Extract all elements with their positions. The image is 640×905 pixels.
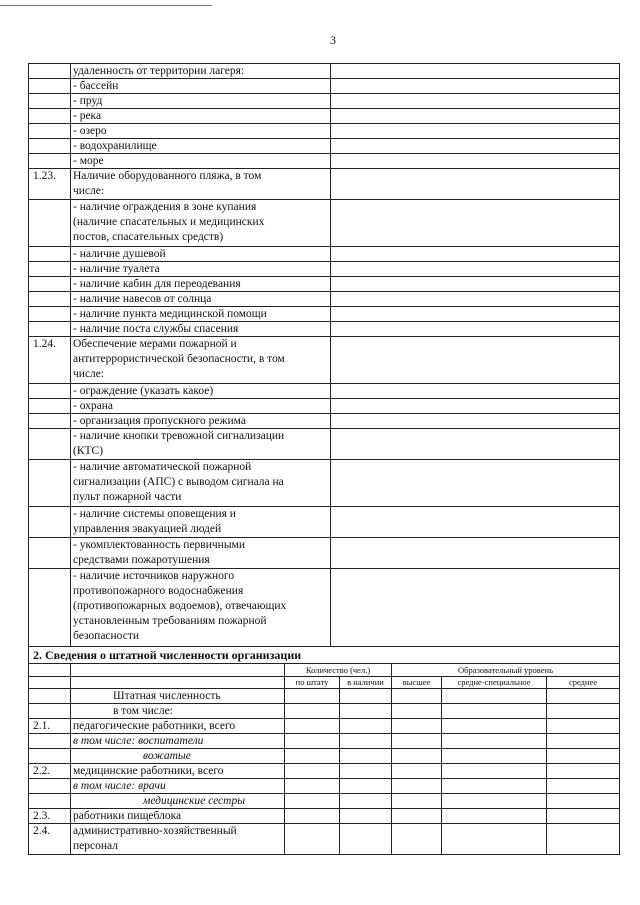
- row-number: [29, 538, 71, 569]
- row-number: [29, 460, 71, 507]
- row-number: [29, 277, 71, 292]
- staff-row-description: в том числе: воспитатели: [71, 734, 285, 749]
- available-field[interactable]: [340, 704, 392, 719]
- table-row: [29, 79, 620, 94]
- table-row: [29, 322, 620, 337]
- staff-row-description: административно-хозяйственный персонал: [71, 824, 285, 855]
- table-row: [29, 200, 620, 247]
- higher-edu-field[interactable]: [392, 734, 442, 749]
- row-description: - ограждение (указать какое): [71, 384, 331, 399]
- table-row: [29, 64, 620, 79]
- staff-row-number: 2.3.: [29, 809, 71, 824]
- header-desc-cell: [71, 677, 285, 689]
- row-value-field[interactable]: [331, 247, 620, 262]
- row-description: - пруд: [71, 94, 331, 109]
- row-number: [29, 414, 71, 429]
- staff-row-number: [29, 794, 71, 809]
- secondary-edu-field[interactable]: [547, 734, 620, 749]
- table-row: [29, 307, 620, 322]
- row-description: - наличие автоматической пожарной сигнализации (АПС) с выводом сигнала на пульт пожарной части: [71, 460, 331, 507]
- by-staff-field[interactable]: [285, 764, 340, 779]
- row-description: - организация пропускного режима: [71, 414, 331, 429]
- row-number: [29, 139, 71, 154]
- header-col-vocational: средне-специальное: [442, 677, 547, 689]
- row-number: [29, 307, 71, 322]
- row-value-field[interactable]: [331, 414, 620, 429]
- higher-edu-field[interactable]: [392, 779, 442, 794]
- table-row: [29, 109, 620, 124]
- row-number: [29, 399, 71, 414]
- row-description: - наличие навесов от солнца: [71, 292, 331, 307]
- section-2-header-row-2: [29, 677, 620, 689]
- row-value-field[interactable]: [331, 384, 620, 399]
- table-row: [29, 414, 620, 429]
- staff-row-description: педагогические работники, всего: [71, 719, 285, 734]
- secondary-edu-field[interactable]: [547, 704, 620, 719]
- higher-edu-field[interactable]: [392, 764, 442, 779]
- staff-row: [29, 749, 620, 764]
- row-description: - охрана: [71, 399, 331, 414]
- staff-row: [29, 809, 620, 824]
- page-number: 3: [330, 33, 336, 47]
- row-description: Обеспечение мерами пожарной и антитеррористической безопасности, в том числе:: [71, 337, 331, 384]
- row-value-field[interactable]: [331, 538, 620, 569]
- row-number: [29, 64, 71, 79]
- row-value-field[interactable]: [331, 507, 620, 538]
- row-description: - наличие поста службы спасения: [71, 322, 331, 337]
- table-row: [29, 262, 620, 277]
- secondary-edu-field[interactable]: [547, 689, 620, 704]
- table-row: [29, 277, 620, 292]
- staff-row-description: Штатная численность: [71, 689, 285, 704]
- higher-edu-field[interactable]: [392, 719, 442, 734]
- staff-row-description: в том числе:: [71, 704, 285, 719]
- by-staff-field[interactable]: [285, 719, 340, 734]
- row-number: [29, 124, 71, 139]
- header-col-higher: высшее: [392, 677, 442, 689]
- header-num-cell: [29, 664, 71, 677]
- staff-row-number: 2.4.: [29, 824, 71, 855]
- table-row: [29, 139, 620, 154]
- row-number: [29, 200, 71, 247]
- higher-edu-field[interactable]: [392, 794, 442, 809]
- staff-row: [29, 719, 620, 734]
- by-staff-field[interactable]: [285, 689, 340, 704]
- header-desc-cell: [71, 664, 285, 677]
- header-col-secondary: среднее: [547, 677, 620, 689]
- row-description: - море: [71, 154, 331, 169]
- row-value-field[interactable]: [331, 200, 620, 247]
- row-value-field[interactable]: [331, 94, 620, 109]
- table-row: [29, 460, 620, 507]
- row-number: 1.23.: [29, 169, 71, 200]
- row-description: - наличие душевой: [71, 247, 331, 262]
- row-value-field[interactable]: [331, 154, 620, 169]
- row-value-field[interactable]: [331, 277, 620, 292]
- row-number: [29, 292, 71, 307]
- by-staff-field[interactable]: [285, 749, 340, 764]
- row-value-field[interactable]: [331, 307, 620, 322]
- available-field[interactable]: [340, 794, 392, 809]
- staff-row-number: [29, 749, 71, 764]
- row-number: [29, 109, 71, 124]
- row-number: [29, 569, 71, 647]
- row-number: [29, 94, 71, 109]
- secondary-edu-field[interactable]: [547, 824, 620, 855]
- header-num-cell: [29, 677, 71, 689]
- staff-row-description: вожатые: [71, 749, 285, 764]
- row-number: [29, 154, 71, 169]
- table-row: [29, 569, 620, 647]
- vocational-edu-field[interactable]: [442, 689, 547, 704]
- higher-edu-field[interactable]: [392, 749, 442, 764]
- staff-row: [29, 734, 620, 749]
- row-value-field[interactable]: [331, 169, 620, 200]
- table-row: [29, 169, 620, 200]
- by-staff-field[interactable]: [285, 824, 340, 855]
- row-value-field[interactable]: [331, 337, 620, 384]
- available-field[interactable]: [340, 764, 392, 779]
- secondary-edu-field[interactable]: [547, 764, 620, 779]
- row-value-field[interactable]: [331, 64, 620, 79]
- higher-edu-field[interactable]: [392, 809, 442, 824]
- vocational-edu-field[interactable]: [442, 734, 547, 749]
- row-value-field[interactable]: [331, 292, 620, 307]
- by-staff-field[interactable]: [285, 734, 340, 749]
- secondary-edu-field[interactable]: [547, 794, 620, 809]
- staff-row-number: [29, 704, 71, 719]
- available-field[interactable]: [340, 734, 392, 749]
- header-col-by-staff: по штату: [285, 677, 340, 689]
- table-row: [29, 429, 620, 460]
- table-row: [29, 384, 620, 399]
- row-value-field[interactable]: [331, 429, 620, 460]
- staff-row-description: работники пищеблока: [71, 809, 285, 824]
- row-value-field[interactable]: [331, 569, 620, 647]
- section-2-header-row-1: [29, 664, 620, 677]
- table-row: [29, 292, 620, 307]
- vocational-edu-field[interactable]: [442, 749, 547, 764]
- row-description: - река: [71, 109, 331, 124]
- staff-row: [29, 764, 620, 779]
- row-description: - наличие системы оповещения и управления эвакуацией людей: [71, 507, 331, 538]
- higher-edu-field[interactable]: [392, 824, 442, 855]
- row-number: [29, 262, 71, 277]
- available-field[interactable]: [340, 749, 392, 764]
- staff-row-description: в том числе: врачи: [71, 779, 285, 794]
- table-row: [29, 94, 620, 109]
- row-number: [29, 322, 71, 337]
- row-description: - озеро: [71, 124, 331, 139]
- higher-edu-field[interactable]: [392, 704, 442, 719]
- row-value-field[interactable]: [331, 262, 620, 277]
- staff-row-number: [29, 689, 71, 704]
- form-table: [28, 63, 620, 855]
- available-field[interactable]: [340, 824, 392, 855]
- row-number: [29, 79, 71, 94]
- section-2-rows: [29, 689, 620, 855]
- section-1-rows: [29, 64, 620, 647]
- row-description: - водохранилище: [71, 139, 331, 154]
- section-2-title: 2. Сведения о штатной численности организации: [29, 647, 620, 664]
- row-description: - наличие туалета: [71, 262, 331, 277]
- staff-row-number: 2.1.: [29, 719, 71, 734]
- vocational-edu-field[interactable]: [442, 764, 547, 779]
- vocational-edu-field[interactable]: [442, 704, 547, 719]
- table-row: [29, 538, 620, 569]
- table-row: [29, 337, 620, 384]
- staff-row-description: медицинские работники, всего: [71, 764, 285, 779]
- vocational-edu-field[interactable]: [442, 779, 547, 794]
- secondary-edu-field[interactable]: [547, 749, 620, 764]
- available-field[interactable]: [340, 779, 392, 794]
- available-field[interactable]: [340, 719, 392, 734]
- header-col-available: в наличии: [340, 677, 392, 689]
- row-description: удаленность от территории лагеря:: [71, 64, 331, 79]
- row-value-field[interactable]: [331, 109, 620, 124]
- higher-edu-field[interactable]: [392, 689, 442, 704]
- table-row: [29, 399, 620, 414]
- staff-row: [29, 704, 620, 719]
- vocational-edu-field[interactable]: [442, 809, 547, 824]
- row-value-field[interactable]: [331, 460, 620, 507]
- row-number: [29, 429, 71, 460]
- staff-row: [29, 689, 620, 704]
- table-row: [29, 154, 620, 169]
- row-number: [29, 507, 71, 538]
- row-value-field[interactable]: [331, 79, 620, 94]
- row-number: 1.24.: [29, 337, 71, 384]
- staff-row: [29, 824, 620, 855]
- row-value-field[interactable]: [331, 124, 620, 139]
- row-value-field[interactable]: [331, 399, 620, 414]
- row-description: - наличие пункта медицинской помощи: [71, 307, 331, 322]
- row-number: [29, 247, 71, 262]
- header-education: Образовательный уровень: [392, 664, 620, 677]
- staff-row: [29, 794, 620, 809]
- secondary-edu-field[interactable]: [547, 809, 620, 824]
- row-number: [29, 384, 71, 399]
- by-staff-field[interactable]: [285, 809, 340, 824]
- staff-row-number: 2.2.: [29, 764, 71, 779]
- by-staff-field[interactable]: [285, 794, 340, 809]
- header-rule: [0, 5, 212, 6]
- staff-row-number: [29, 779, 71, 794]
- vocational-edu-field[interactable]: [442, 719, 547, 734]
- table-row: [29, 507, 620, 538]
- secondary-edu-field[interactable]: [547, 719, 620, 734]
- staff-row-number: [29, 734, 71, 749]
- available-field[interactable]: [340, 809, 392, 824]
- secondary-edu-field[interactable]: [547, 779, 620, 794]
- by-staff-field[interactable]: [285, 779, 340, 794]
- staff-row: [29, 779, 620, 794]
- row-description: - наличие кабин для переодевания: [71, 277, 331, 292]
- staff-row-description: медицинские сестры: [71, 794, 285, 809]
- header-quantity: Количество (чел.): [285, 664, 392, 677]
- row-description: Наличие оборудованного пляжа, в том числе:: [71, 169, 331, 200]
- vocational-edu-field[interactable]: [442, 794, 547, 809]
- table-row: [29, 124, 620, 139]
- vocational-edu-field[interactable]: [442, 824, 547, 855]
- row-description: - наличие ограждения в зоне купания (наличие спасательных и медицинских постов, спасательных средств): [71, 200, 331, 247]
- by-staff-field[interactable]: [285, 704, 340, 719]
- row-description: - наличие кнопки тревожной сигнализации (КТС): [71, 429, 331, 460]
- row-description: - наличие источников наружного противопожарного водоснабжения (противопожарных водоемов), отвечающих установленным требованиям пожарной безопасности: [71, 569, 331, 647]
- table-row: [29, 247, 620, 262]
- section-2-title-row: [29, 647, 620, 664]
- row-description: - укомплектованность первичными средствами пожаротушения: [71, 538, 331, 569]
- available-field[interactable]: [340, 689, 392, 704]
- row-value-field[interactable]: [331, 139, 620, 154]
- row-description: - бассейн: [71, 79, 331, 94]
- row-value-field[interactable]: [331, 322, 620, 337]
